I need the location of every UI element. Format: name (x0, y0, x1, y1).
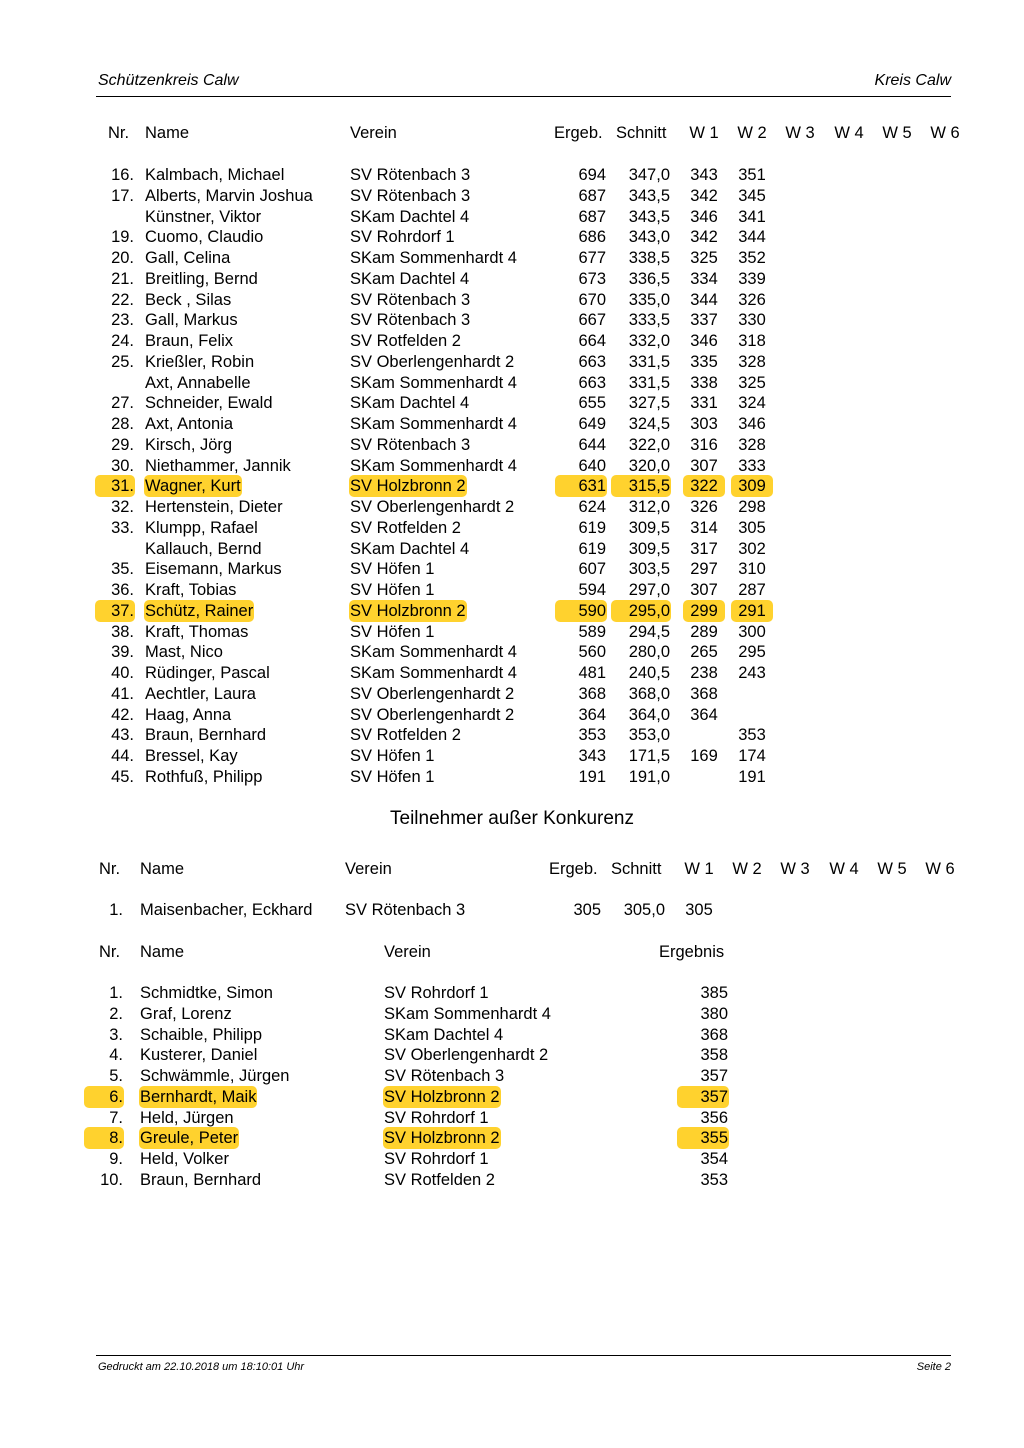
row-w1: 346 (690, 207, 718, 226)
row-verein: SV Rohrdorf 1 (384, 1150, 489, 1168)
row-w1: 342 (690, 228, 718, 247)
header-name: Name (145, 124, 190, 142)
row-verein: SV Holzbronn 2 (350, 601, 466, 620)
row-ergeb: 663 (578, 352, 606, 371)
row-nr: 28. (111, 415, 134, 433)
row-ergeb: 694 (578, 166, 606, 184)
row-ergebnis: 354 (700, 1150, 728, 1168)
row-ergeb: 624 (578, 498, 606, 516)
row-ergeb: 687 (578, 207, 606, 226)
row-ergeb: 607 (578, 560, 606, 579)
row-schnitt: 312,0 (628, 498, 670, 516)
row-nr: 35. (111, 560, 134, 579)
row-nr: 42. (111, 705, 134, 724)
row-w1: 289 (690, 622, 718, 641)
row-verein: SV Höfen 1 (350, 767, 435, 786)
row-schnitt: 336,5 (628, 269, 670, 288)
row-schnitt: 331,5 (628, 373, 670, 392)
row-nr: 1. (109, 984, 123, 1002)
row-nr: 41. (111, 684, 134, 703)
row-w2: 333 (738, 456, 766, 475)
row-verein: SV Rötenbach 3 (345, 901, 466, 919)
row-nr: 44. (111, 747, 134, 765)
row-verein: SV Rotfelden 2 (350, 332, 461, 350)
row-verein: SV Rötenbach 3 (350, 290, 471, 309)
row-w2: 344 (738, 228, 766, 247)
row-nr: 43. (111, 726, 134, 745)
row-w1: 307 (690, 456, 718, 475)
row-schnitt: 333,5 (628, 311, 670, 330)
row-w2: 305 (738, 518, 766, 537)
header-verein: Verein (345, 860, 392, 878)
row-name: Wagner, Kurt (145, 477, 241, 496)
row-w2: 352 (738, 249, 766, 267)
row-name: Braun, Bernhard (140, 1170, 262, 1189)
row-schnitt: 353,0 (628, 726, 670, 745)
row-ergebnis: 357 (700, 1067, 728, 1085)
row-nr: 23. (111, 311, 134, 330)
row-schnitt: 343,5 (628, 186, 670, 205)
row-w1: 338 (690, 373, 718, 392)
row-nr: 19. (111, 228, 134, 247)
row-ergeb: 305 (573, 901, 601, 919)
row-name: Hertenstein, Dieter (145, 498, 283, 516)
row-w2: 295 (738, 643, 766, 662)
row-verein: SV Rötenbach 3 (350, 166, 471, 184)
header-w3: W 3 (785, 124, 815, 142)
section-title: Teilnehmer außer Konkurenz (390, 808, 634, 829)
row-w2: 339 (738, 269, 766, 288)
row-w1: 317 (690, 539, 718, 558)
row-name: Klumpp, Rafael (145, 518, 258, 537)
row-nr: 37. (96, 601, 134, 621)
header-ergebnis: Ergebnis (659, 943, 725, 961)
row-ergeb: 589 (578, 622, 606, 641)
row-ergeb: 655 (578, 394, 606, 413)
row-verein: SV Holzbronn 2 (350, 477, 466, 496)
header-w1: W 1 (684, 860, 714, 878)
header-nr: Nr. (108, 124, 130, 142)
row-name: Niethammer, Jannik (145, 456, 291, 475)
row-verein: SV Rötenbach 3 (350, 435, 471, 454)
row-ergebnis: 358 (700, 1046, 728, 1065)
row-w1: 346 (690, 332, 718, 350)
row-ergebnis: 380 (700, 1004, 728, 1023)
row-ergeb: 667 (578, 311, 606, 330)
row-schnitt: 338,5 (628, 249, 670, 267)
row-w1: 335 (690, 352, 718, 371)
header-w1: W 1 (689, 124, 719, 142)
row-name: Kusterer, Daniel (140, 1046, 258, 1065)
row-nr: 17. (111, 186, 134, 205)
row-ergeb: 640 (578, 456, 606, 475)
row-verein: SV Rohrdorf 1 (384, 984, 489, 1002)
row-verein: SV Rotfelden 2 (384, 1170, 495, 1189)
row-w1: 307 (690, 581, 718, 599)
row-name: Schneider, Ewald (145, 394, 273, 413)
row-name: Rothfuß, Philipp (145, 767, 263, 786)
row-name: Künstner, Viktor (145, 207, 262, 226)
row-w2: 325 (738, 373, 766, 392)
row-w1: 316 (690, 435, 718, 454)
row-ergebnis: 353 (700, 1170, 728, 1189)
row-name: Gall, Celina (145, 249, 231, 267)
row-ergeb: 343 (578, 747, 606, 765)
row-nr: 27. (111, 394, 134, 413)
row-w2: 328 (738, 352, 766, 371)
row-schnitt: 331,5 (628, 352, 670, 371)
row-schnitt: 297,0 (628, 581, 670, 599)
row-name: Maisenbacher, Eckhard (140, 901, 313, 919)
row-name: Haag, Anna (145, 705, 232, 724)
row-name: Schmidtke, Simon (140, 984, 273, 1002)
row-name: Graf, Lorenz (140, 1004, 232, 1023)
header-w4: W 4 (829, 860, 859, 878)
row-w1: 326 (690, 498, 718, 516)
row-name: Kallauch, Bernd (145, 539, 262, 558)
row-w1: 303 (690, 415, 718, 433)
row-name: Schaible, Philipp (140, 1025, 262, 1044)
row-nr: 8. (85, 1128, 123, 1148)
row-w2: 243 (738, 664, 766, 682)
row-ergebnis: 385 (700, 984, 728, 1002)
row-name: Axt, Antonia (145, 415, 234, 433)
row-verein: SKam Sommenhardt 4 (350, 373, 517, 392)
row-name: Bernhardt, Maik (140, 1087, 257, 1106)
row-schnitt: 171,5 (628, 747, 670, 765)
row-w2: 345 (738, 186, 766, 205)
row-nr: 38. (111, 622, 134, 641)
row-verein: SV Höfen 1 (350, 560, 435, 579)
row-w2: 298 (738, 498, 766, 516)
row-nr: 40. (111, 664, 134, 682)
row-verein: SKam Sommenhardt 4 (350, 643, 517, 662)
row-w2: 330 (738, 311, 766, 330)
row-name: Cuomo, Claudio (145, 228, 264, 247)
header-ergeb: Ergeb. (554, 124, 603, 142)
row-name: Axt, Annabelle (145, 373, 251, 392)
header-verein: Verein (350, 124, 397, 142)
row-nr: 5. (109, 1067, 123, 1085)
row-verein: SKam Sommenhardt 4 (350, 415, 517, 433)
row-schnitt: 191,0 (628, 767, 670, 786)
row-schnitt: 303,5 (628, 560, 670, 579)
row-name: Gall, Markus (145, 311, 238, 330)
header-nr: Nr. (99, 860, 121, 878)
header-schnitt: Schnitt (616, 124, 667, 142)
header-name: Name (140, 943, 185, 961)
row-w1: 169 (690, 747, 718, 765)
row-ergebnis: 368 (700, 1025, 728, 1044)
row-w2: 291 (732, 601, 772, 621)
row-name: Bressel, Kay (145, 747, 238, 765)
row-w2: 328 (738, 435, 766, 454)
footer-rule (96, 1355, 951, 1356)
row-ergeb: 560 (578, 643, 606, 662)
row-w2: 318 (738, 332, 766, 350)
row-w2: 300 (738, 622, 766, 641)
row-name: Schwämmle, Jürgen (140, 1067, 290, 1085)
footer-printed-date: Gedruckt am 22.10.2018 um 18:10:01 Uhr (98, 1361, 305, 1373)
header-name: Name (140, 860, 185, 878)
header-w5: W 5 (882, 124, 912, 142)
row-schnitt: 347,0 (628, 166, 670, 184)
row-w1: 238 (690, 664, 718, 682)
row-schnitt: 305,0 (623, 901, 665, 919)
row-nr: 20. (111, 249, 134, 267)
row-ergeb: 368 (578, 684, 606, 703)
row-name: Greule, Peter (140, 1129, 239, 1148)
row-verein: SKam Sommenhardt 4 (384, 1004, 551, 1023)
row-w1: 337 (690, 311, 718, 330)
row-name: Braun, Felix (145, 332, 234, 350)
row-verein: SKam Dachtel 4 (350, 394, 470, 413)
row-verein: SV Rohrdorf 1 (350, 228, 455, 247)
row-w2: 302 (738, 539, 766, 558)
row-ergeb: 663 (578, 373, 606, 392)
row-verein: SV Oberlengenhardt 2 (350, 352, 515, 371)
header-w3: W 3 (780, 860, 810, 878)
row-name: Alberts, Marvin Joshua (145, 186, 313, 205)
row-name: Kirsch, Jörg (145, 435, 233, 454)
row-ergeb: 686 (578, 228, 606, 247)
row-verein: SV Oberlengenhardt 2 (384, 1046, 549, 1065)
row-nr: 24. (111, 332, 134, 350)
row-verein: SV Rotfelden 2 (350, 726, 461, 745)
row-nr: 39. (111, 643, 134, 662)
row-ergeb: 687 (578, 186, 606, 205)
row-schnitt: 240,5 (628, 664, 670, 682)
row-w1: 297 (690, 560, 718, 579)
row-schnitt: 335,0 (628, 290, 670, 309)
row-name: Beck , Silas (145, 290, 232, 309)
row-ergeb: 631 (556, 476, 606, 496)
row-schnitt: 364,0 (628, 705, 670, 724)
row-schnitt: 295,0 (612, 601, 670, 621)
row-verein: SKam Sommenhardt 4 (350, 249, 517, 267)
row-verein: SV Rohrdorf 1 (384, 1108, 489, 1127)
row-schnitt: 322,0 (628, 435, 670, 454)
row-schnitt: 320,0 (628, 456, 670, 475)
row-w2: 353 (738, 726, 766, 745)
row-verein: SV Höfen 1 (350, 581, 435, 599)
row-ergebnis: 355 (678, 1128, 728, 1148)
row-w1: 334 (690, 269, 718, 288)
row-name: Aechtler, Laura (145, 684, 256, 703)
row-nr: 31. (96, 476, 134, 496)
page-header-left: Schützenkreis Calw (98, 72, 239, 89)
row-schnitt: 327,5 (628, 394, 670, 413)
row-w1: 265 (690, 643, 718, 662)
row-verein: SV Holzbronn 2 (384, 1087, 500, 1106)
row-ergeb: 670 (578, 290, 606, 309)
row-w1: 342 (690, 186, 718, 205)
row-name: Kraft, Tobias (145, 581, 237, 599)
row-schnitt: 324,5 (628, 415, 670, 433)
row-verein: SV Oberlengenhardt 2 (350, 705, 515, 724)
row-nr: 45. (111, 767, 134, 786)
row-name: Kraft, Thomas (145, 622, 249, 641)
row-w1: 364 (690, 705, 718, 724)
row-w1: 344 (690, 290, 718, 309)
row-verein: SKam Sommenhardt 4 (350, 456, 517, 475)
row-schnitt: 309,5 (628, 539, 670, 558)
row-name: Mast, Nico (145, 643, 223, 662)
row-ergeb: 664 (578, 332, 606, 350)
row-schnitt: 309,5 (628, 518, 670, 537)
row-verein: SKam Dachtel 4 (350, 207, 470, 226)
row-ergeb: 644 (578, 435, 606, 454)
row-name: Held, Volker (140, 1150, 229, 1168)
row-w1: 314 (690, 518, 718, 537)
row-w1: 322 (684, 476, 724, 496)
row-nr: 7. (109, 1108, 123, 1127)
row-nr: 33. (111, 518, 134, 537)
row-schnitt: 294,5 (628, 622, 670, 641)
row-verein: SKam Dachtel 4 (350, 269, 470, 288)
row-schnitt: 368,0 (628, 684, 670, 703)
row-w1: 299 (684, 601, 724, 621)
row-w1: 331 (690, 394, 718, 413)
row-schnitt: 343,5 (628, 207, 670, 226)
row-w1: 325 (690, 249, 718, 267)
row-nr: 25. (111, 352, 134, 371)
row-w2: 191 (738, 767, 766, 786)
header-w6: W 6 (925, 860, 955, 878)
row-schnitt: 280,0 (628, 643, 670, 662)
row-nr: 9. (109, 1150, 123, 1168)
row-w2: 174 (738, 747, 766, 765)
header-rule (96, 96, 951, 97)
row-name: Kalmbach, Michael (145, 166, 285, 184)
header-nr: Nr. (99, 943, 121, 961)
row-verein: SV Rötenbach 3 (350, 186, 471, 205)
header-w5: W 5 (877, 860, 907, 878)
row-nr: 2. (109, 1004, 123, 1023)
row-w2: 309 (732, 476, 772, 496)
row-name: Eisemann, Markus (145, 560, 282, 579)
row-w2: 346 (738, 415, 766, 433)
row-name: Held, Jürgen (140, 1108, 234, 1127)
row-nr: 22. (111, 290, 134, 309)
row-name: Breitling, Bernd (145, 269, 258, 288)
row-ergeb: 619 (578, 518, 606, 537)
row-ergeb: 619 (578, 539, 606, 558)
row-w2: 310 (738, 560, 766, 579)
row-schnitt: 343,0 (628, 228, 670, 247)
row-ergeb: 594 (578, 581, 606, 599)
row-schnitt: 332,0 (628, 332, 670, 350)
footer-page-number: Seite 2 (916, 1361, 951, 1373)
row-ergeb: 677 (578, 249, 606, 267)
row-schnitt: 315,5 (612, 476, 670, 496)
row-ergebnis: 356 (700, 1108, 728, 1127)
row-ergeb: 673 (578, 269, 606, 288)
header-ergeb: Ergeb. (549, 860, 598, 878)
row-nr: 3. (109, 1025, 123, 1044)
row-ergeb: 649 (578, 415, 606, 433)
row-verein: SV Rotfelden 2 (350, 518, 461, 537)
page-header-right: Kreis Calw (874, 72, 951, 89)
row-ergeb: 481 (578, 664, 606, 682)
row-verein: SV Rötenbach 3 (350, 311, 471, 330)
row-nr: 36. (111, 581, 134, 599)
row-w2: 324 (738, 394, 766, 413)
row-nr: 6. (85, 1087, 123, 1107)
row-verein: SV Höfen 1 (350, 747, 435, 765)
row-nr: 32. (111, 498, 134, 516)
row-name: Krießler, Robin (145, 352, 255, 371)
row-ergeb: 191 (578, 767, 606, 786)
header-w2: W 2 (732, 860, 762, 878)
row-w2: 326 (738, 290, 766, 309)
header-verein: Verein (384, 943, 431, 961)
row-nr: 21. (111, 269, 134, 288)
row-nr: 30. (111, 456, 134, 475)
row-nr: 4. (109, 1046, 123, 1065)
row-w1: 368 (690, 684, 718, 703)
row-nr: 29. (111, 435, 134, 454)
header-schnitt: Schnitt (611, 860, 662, 878)
header-w2: W 2 (737, 124, 767, 142)
row-verein: SKam Dachtel 4 (350, 539, 470, 558)
row-verein: SV Oberlengenhardt 2 (350, 684, 515, 703)
row-w2: 341 (738, 207, 766, 226)
row-verein: SKam Sommenhardt 4 (350, 664, 517, 682)
row-verein: SKam Dachtel 4 (384, 1025, 504, 1044)
row-ergeb: 590 (556, 601, 606, 621)
row-w2: 287 (738, 581, 766, 599)
row-verein: SV Holzbronn 2 (384, 1129, 500, 1148)
row-verein: SV Höfen 1 (350, 622, 435, 641)
row-name: Braun, Bernhard (145, 726, 267, 745)
row-verein: SV Rötenbach 3 (384, 1067, 505, 1085)
row-ergebnis: 357 (678, 1087, 728, 1107)
row-w1: 343 (690, 166, 718, 184)
row-w1: 305 (685, 901, 713, 919)
header-w6: W 6 (930, 124, 960, 142)
row-ergeb: 353 (578, 726, 606, 745)
row-verein: SV Oberlengenhardt 2 (350, 498, 515, 516)
header-w4: W 4 (834, 124, 864, 142)
row-nr: 10. (100, 1170, 123, 1189)
row-nr: 1. (109, 901, 123, 919)
row-w2: 351 (738, 166, 766, 184)
row-name: Schütz, Rainer (145, 601, 254, 620)
row-name: Rüdinger, Pascal (145, 664, 270, 682)
row-ergeb: 364 (578, 705, 606, 724)
row-nr: 16. (111, 166, 134, 184)
